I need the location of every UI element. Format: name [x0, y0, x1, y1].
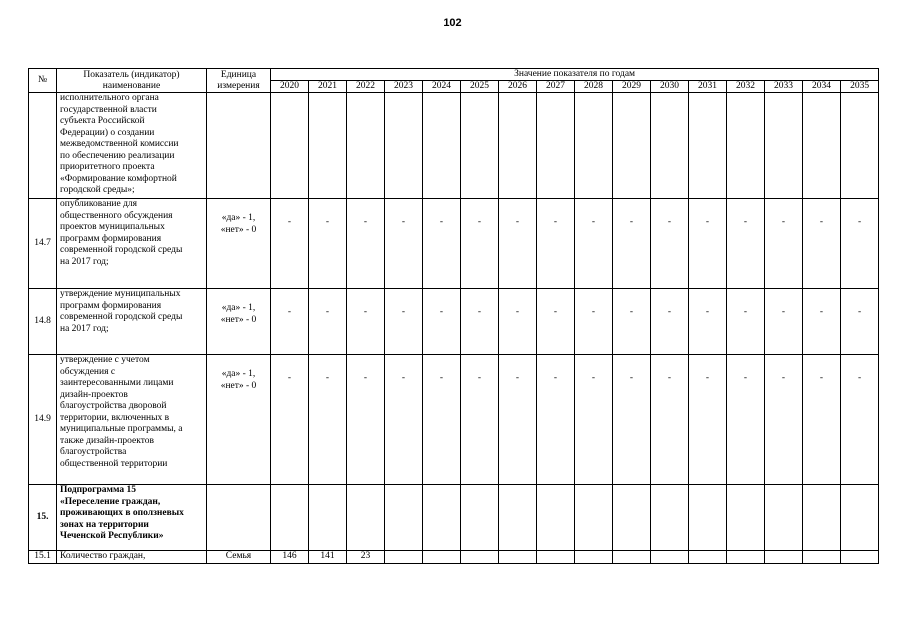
unit-line: «да» - 1, [221, 369, 256, 379]
indicator-name-line: на 2017 год; [60, 256, 109, 267]
indicator-name-line: современной городской среды [60, 312, 183, 322]
value-2026 [499, 93, 537, 199]
value-2032: - [727, 289, 765, 355]
header-year-2024: 2024 [423, 81, 461, 93]
value-2029: - [613, 289, 651, 355]
value-2033 [765, 485, 803, 551]
indicator-name-line: Количество граждан, [60, 551, 146, 561]
indicator-name-line: также дизайн-проектов [60, 435, 155, 446]
indicator-name-line: обсуждения с [60, 366, 116, 377]
value-2020: - [271, 199, 309, 289]
indicator-name-line: субъекта Российской [60, 116, 145, 126]
header-values-title: Значение показателя по годам [271, 69, 879, 81]
value-2021: - [309, 289, 347, 355]
value-2025 [461, 551, 499, 564]
value-2024: - [423, 355, 461, 485]
header-unit-line2: измерения [217, 80, 260, 91]
header-year-2034: 2034 [803, 81, 841, 93]
indicator-name-line: на 2017 год; [60, 323, 109, 334]
row-number: 14.8 [29, 289, 57, 355]
value-2031 [689, 485, 727, 551]
value-2030: - [651, 199, 689, 289]
value-2033: - [765, 355, 803, 485]
value-2020 [271, 93, 309, 199]
value-2028: - [575, 289, 613, 355]
value-2032: - [727, 355, 765, 485]
header-year-2032: 2032 [727, 81, 765, 93]
value-2027 [537, 485, 575, 551]
table-row [29, 199, 879, 289]
indicator-name-line: зонах на территории [60, 519, 149, 530]
value-2027: - [537, 199, 575, 289]
value-2025 [461, 93, 499, 199]
unit-line: «да» - 1, [221, 303, 256, 313]
value-2029 [613, 485, 651, 551]
value-2020 [271, 485, 309, 551]
value-2033 [765, 93, 803, 199]
value-2029: - [613, 199, 651, 289]
value-2024 [423, 93, 461, 199]
value-2031: - [689, 355, 727, 485]
value-2029: - [613, 355, 651, 485]
value-2025 [461, 485, 499, 551]
indicator-name [57, 93, 207, 199]
indicator-name-line: Чеченской Республики» [60, 531, 164, 541]
indicator-name-line: «Формирование комфортной [60, 173, 177, 184]
value-2032 [727, 93, 765, 199]
value-2035: - [841, 355, 879, 485]
value-2032: - [727, 199, 765, 289]
indicator-name-line: программ формирования [60, 233, 162, 244]
value-2031 [689, 551, 727, 564]
indicator-name-line: утверждение муниципальных [60, 289, 181, 299]
value-2022: - [347, 199, 385, 289]
header-unit-line1: Единица [220, 70, 257, 80]
header-year-2023: 2023 [385, 81, 423, 93]
value-2035 [841, 551, 879, 564]
header-year-2031: 2031 [689, 81, 727, 93]
value-2023 [385, 93, 423, 199]
table-row [29, 93, 879, 199]
value-2030 [651, 551, 689, 564]
table-row [29, 485, 879, 551]
value-2022 [347, 93, 385, 199]
indicator-name-line: общественной территории [60, 458, 168, 469]
value-2030 [651, 93, 689, 199]
indicator-name-line: опубликование для [60, 199, 138, 209]
header-indicator-line2: наименование [102, 80, 161, 91]
table-body [29, 93, 879, 564]
indicator-name-line: приоритетного проекта [60, 162, 155, 172]
indicator-name-line: по обеспечению реализации [60, 150, 175, 161]
value-2034 [803, 485, 841, 551]
unit-of-measure [207, 289, 271, 355]
value-2025: - [461, 199, 499, 289]
header-year-2027: 2027 [537, 81, 575, 93]
value-2021: - [309, 355, 347, 485]
value-2022: - [347, 355, 385, 485]
unit-line: Семья [225, 551, 252, 561]
value-2030: - [651, 355, 689, 485]
value-2033: - [765, 199, 803, 289]
value-2025: - [461, 355, 499, 485]
value-2022 [347, 485, 385, 551]
value-2031: - [689, 289, 727, 355]
value-2033: - [765, 289, 803, 355]
value-2024: - [423, 199, 461, 289]
value-2034 [803, 551, 841, 564]
indicator-name-line: «Переселение граждан, [60, 496, 161, 507]
value-2024 [423, 485, 461, 551]
header-year-2033: 2033 [765, 81, 803, 93]
indicator-name-line: проектов муниципальных [60, 222, 165, 232]
value-2029 [613, 551, 651, 564]
header-year-2026: 2026 [499, 81, 537, 93]
indicator-name-line: утверждение с учетом [60, 355, 150, 365]
value-2023: - [385, 289, 423, 355]
value-2023: - [385, 355, 423, 485]
indicator-name-line: городской среды»; [60, 185, 135, 195]
row-number: 14.9 [29, 355, 57, 485]
value-2028 [575, 93, 613, 199]
value-2027 [537, 551, 575, 564]
indicator-name [57, 485, 207, 551]
value-2023 [385, 485, 423, 551]
indicator-name-line: заинтересованными лицами [60, 378, 174, 388]
indicator-name-line: современной городской среды [60, 245, 183, 255]
value-2022: 23 [347, 551, 385, 564]
value-2034: - [803, 199, 841, 289]
indicator-name-line: межведомственной комиссии [60, 139, 179, 149]
value-2024: - [423, 289, 461, 355]
value-2026: - [499, 199, 537, 289]
header-indicator [57, 69, 207, 93]
value-2026: - [499, 355, 537, 485]
value-2023 [385, 551, 423, 564]
indicator-name-line: исполнительного органа [60, 93, 159, 103]
value-2021: 141 [309, 551, 347, 564]
table-row [29, 355, 879, 485]
value-2025: - [461, 289, 499, 355]
indicator-name-line: Федерации) о создании [60, 127, 155, 138]
value-2034: - [803, 289, 841, 355]
value-2026: - [499, 289, 537, 355]
value-2030 [651, 485, 689, 551]
unit-of-measure [207, 199, 271, 289]
value-2033 [765, 551, 803, 564]
row-number: 14.7 [29, 199, 57, 289]
value-2028 [575, 485, 613, 551]
indicator-name-line: государственной власти [60, 104, 157, 115]
table-row [29, 289, 879, 355]
value-2023: - [385, 199, 423, 289]
value-2034 [803, 93, 841, 199]
header-indicator-line1: Показатель (индикатор) [83, 70, 180, 80]
unit-line: «да» - 1, [221, 213, 256, 223]
value-2032 [727, 485, 765, 551]
value-2028 [575, 551, 613, 564]
unit-of-measure [207, 355, 271, 485]
indicator-name-line: программ формирования [60, 300, 162, 311]
value-2028: - [575, 199, 613, 289]
value-2031: - [689, 199, 727, 289]
value-2027: - [537, 355, 575, 485]
header-unit [207, 69, 271, 93]
indicator-name-line: общественного обсуждения [60, 210, 173, 221]
indicator-name [57, 289, 207, 355]
value-2035: - [841, 199, 879, 289]
value-2034: - [803, 355, 841, 485]
value-2035 [841, 93, 879, 199]
indicator-name-line: проживающих в оползневых [60, 508, 184, 518]
indicator-name-line: муниципальные программы, а [60, 424, 183, 434]
indicator-name [57, 199, 207, 289]
header-num: № [29, 69, 57, 93]
value-2032 [727, 551, 765, 564]
header-year-2025: 2025 [461, 81, 499, 93]
value-2021: - [309, 199, 347, 289]
value-2035: - [841, 289, 879, 355]
indicator-name-line: дизайн-проектов [60, 389, 128, 400]
header-year-2035: 2035 [841, 81, 879, 93]
header-year-2029: 2029 [613, 81, 651, 93]
value-2026 [499, 485, 537, 551]
table-row [29, 551, 879, 564]
indicator-name-line: Подпрограмма 15 [60, 485, 137, 495]
unit-of-measure [207, 485, 271, 551]
value-2028: - [575, 355, 613, 485]
value-2031 [689, 93, 727, 199]
value-2029 [613, 93, 651, 199]
unit-line: «нет» - 0 [220, 314, 257, 325]
header-year-2028: 2028 [575, 81, 613, 93]
value-2020: 146 [271, 551, 309, 564]
indicator-table [28, 68, 879, 564]
header-year-2021: 2021 [309, 81, 347, 93]
indicator-name-line: благоустройства дворовой [60, 401, 167, 411]
row-number: 15.1 [29, 551, 57, 564]
row-number [29, 93, 57, 199]
unit-line: «нет» - 0 [220, 224, 257, 235]
value-2035 [841, 485, 879, 551]
unit-of-measure [207, 93, 271, 199]
value-2027 [537, 93, 575, 199]
unit-line: «нет» - 0 [220, 380, 257, 391]
value-2026 [499, 551, 537, 564]
indicator-name-line: благоустройства [60, 447, 127, 457]
header-year-2020: 2020 [271, 81, 309, 93]
value-2030: - [651, 289, 689, 355]
indicator-name [57, 551, 207, 564]
value-2022: - [347, 289, 385, 355]
value-2024 [423, 551, 461, 564]
unit-of-measure [207, 551, 271, 564]
page-number: 102 [443, 17, 462, 29]
value-2020: - [271, 289, 309, 355]
header-year-2022: 2022 [347, 81, 385, 93]
value-2021 [309, 485, 347, 551]
header-year-2030: 2030 [651, 81, 689, 93]
value-2020: - [271, 355, 309, 485]
indicator-name-line: территории, включенных в [60, 412, 170, 423]
value-2021 [309, 93, 347, 199]
value-2027: - [537, 289, 575, 355]
row-number: 15. [29, 485, 57, 551]
indicator-name [57, 355, 207, 485]
